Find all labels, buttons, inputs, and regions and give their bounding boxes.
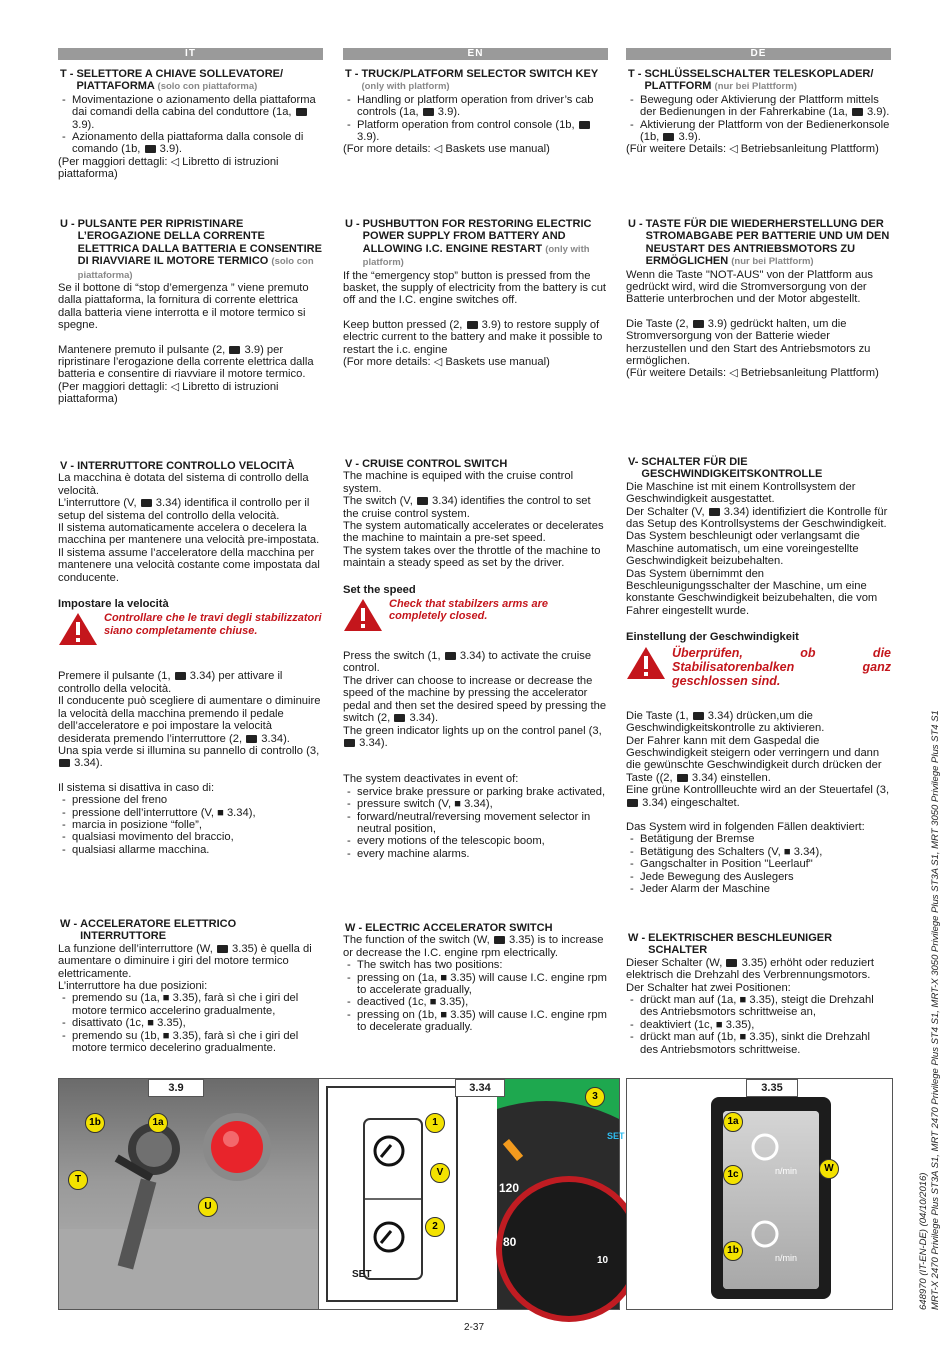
figure-label-3-34: 3.34 [455,1079,505,1097]
paragraph: Il conducente può scegliere di aumentare o diminuire la velocità della macchina premendo il pedale dell’acceleratore e poi impostare la velocità desiderata premendo l’interruttore (2, 3.34). [58,695,321,745]
section-u-de [626,218,891,380]
callout-u: U [198,1197,218,1217]
book-icon [579,121,590,129]
book-icon [175,672,186,680]
list-item: - Movimentazione o azionamento della piattaforma dai comandi della cabina del conduttore (1a, 3.9). [58,94,323,131]
paragraph: Dieser Schalter (W, 3.35) erhöht oder reduziert elektrisch die Drehzahl des Verbrennungsmotors. [626,956,875,982]
book-icon [423,108,434,116]
list-item: - marcia in posizione “folle”, [58,819,323,831]
paragraph: Il sistema si disattiva in caso di: [58,781,215,794]
more-details: (Per maggiori dettagli: ◁ Libretto di istruzioni piattaforma) [58,380,279,406]
list-item: - Jeder Alarm der Maschine [626,883,891,895]
book-icon [445,652,456,660]
figure-label-3-9: 3.9 [148,1079,204,1097]
arrow-icon: ◁ [729,143,738,156]
book-icon [709,508,720,516]
column-it [58,48,323,1055]
warning-triangle-icon [626,646,666,680]
book-icon [693,712,704,720]
list-item: - disattivato (1c, ■ 3.35), [58,1017,323,1029]
book-icon [217,945,228,953]
warning-triangle-icon [343,598,383,632]
figure-label-3-35: 3.35 [746,1079,798,1097]
list-item: - Aktivierung der Plattform von der Bedienerkonsole (1b, 3.9). [626,119,891,144]
paragraph: If the “emergency stop” button is pressed from the basket, the supply of electricity from the battery is cut off and the I.C. engine switches off. [343,269,607,307]
list-item: - premendo su (1a, ■ 3.35), farà sì che i giri del motore termico accelerino gradualmente, [58,992,323,1017]
book-icon [677,774,688,782]
gauge-label-80: 80 [503,1235,517,1249]
paragraph: Die Taste (2, 3.9) gedrückt halten, um die Stromversorgung von der Batterie wieder herzustellen und den Start des Antriebsmotors zu ermöglichen. [626,317,871,368]
book-icon [417,497,428,505]
lang-bar-it: IT [58,48,323,60]
paragraph: Das System wird in folgenden Fällen deaktiviert: [626,820,865,833]
callout-w: W [819,1159,839,1179]
unit-label-down: n/min [775,1253,798,1263]
arrow-icon: ◁ [729,367,738,380]
paragraph: Il sistema assume l’acceleratore della macchina per mantenere una velocità costante come impostata dal conducente. [58,546,320,584]
callout-t: T [68,1170,88,1190]
list-w [343,959,608,1033]
book-icon [296,108,307,116]
book-icon [394,714,405,722]
heading-w: W - ELECTRIC ACCELERATOR SWITCH [345,922,553,934]
set-label: SET [352,1269,372,1280]
list-item: - premendo su (1b, ■ 3.35), farà sì che i giri del motore termico decelerino gradualmente. [58,1030,323,1055]
section-v-en [343,458,608,860]
list-item: - pressing on (1a, ■ 3.35) will cause I.C. engine rpm to accelerate gradually, [343,972,608,997]
section-w-de [626,932,891,1056]
section-t-de [626,68,891,156]
paragraph: The function of the switch (W, 3.35) is to increase or decrease the I.C. engine rpm electrically. [343,934,604,959]
more-details: (For more details: ◁ Baskets use manual) [343,356,550,369]
paragraph: The machine is equiped with the cruise control system. [343,470,574,495]
list-item: - service brake pressure or parking brake activated, [343,786,608,798]
list-item: - every machine alarms. [343,848,608,860]
paragraph: Eine grüne Kontrollleuchte wird an der Steuertafel (3, 3.34) eingeschaltet. [626,784,890,809]
list-item: - Betätigung der Bremse [626,833,891,845]
paragraph: The driver can choose to increase or decrease the speed of the machine by pressing the accelerator pedal and then set the desired speed by pressing the switch (2, 3.34). [343,674,607,725]
callout-3: 3 [585,1087,605,1107]
book-icon [141,499,152,507]
subheading: Einstellung der Geschwindigkeit [626,631,799,644]
model-list: MRT-X 2470 Privilege Plus ST3A S1, MRT 2470 Privilege Plus ST4 S1, MRT-X 3050 Privilege Plus ST3A S1, MRT 3050 Privilege Plus ST4 S1 [930,710,941,1310]
paragraph: The system automatically accelerates or decelerates the machine to maintain a pre-set speed. [343,520,604,545]
callout-1a: 1a [148,1113,168,1133]
book-icon [726,959,737,967]
paragraph: Se il bottone di “stop d’emergenza ” viene premuto dalla piattaforma, la fornitura di corrente elettrica dalla batteria viene interrotta e il motore termico si spegne. [58,282,309,332]
list-item: - pressione del freno [58,794,323,806]
paragraph: Der Schalter (V, 3.34) identifiziert die Kontrolle für das Setup des Kontrollsystems der Geschwindigkeit. [626,505,888,531]
paragraph: Der Fahrer kann mit dem Gaspedal die Geschwindigkeit steigern oder verringern und dann die gewünschte Geschwindigkeit durch drücken der Taste ((2, 3.34) einstellen. [626,734,882,784]
callout-1b: 1b [85,1113,105,1133]
warning-triangle-icon [58,612,98,646]
unit-label-up: n/min [775,1166,798,1176]
list-item: - qualsiasi allarme macchina. [58,844,323,856]
warning-box: Überprüfen, ob die Stabilisatorenbalken ganz geschlossen sind. [626,646,891,688]
list-v [343,786,608,860]
paragraph: The green indicator lights up on the control panel (3, 3.34). [343,724,602,749]
book-icon [229,346,240,354]
book-icon [59,759,70,767]
paragraph: Die Maschine ist mit einem Kontrollsystem der Geschwindigkeit ausgestattet. [626,480,856,506]
callout-v: V [430,1163,450,1183]
arrow-icon: ◁ [433,356,443,369]
warning-box: Check that stabilzers arms are completely closed. [343,598,608,632]
list-item: - pressure switch (V, ■ 3.34), [343,798,608,810]
book-icon [663,133,674,141]
list-item: - qualsiasi movimento del braccio, [58,831,323,843]
paragraph: L’interruttore (V, 3.34) identifica il controllo per il setup del sistema del controllo della velocità. [58,497,310,522]
subheading: Set the speed [343,583,416,596]
paragraph: The switch (V, 3.34) identifies the control to set the cruise control system. [343,495,591,520]
more-details: (Für weitere Details: ◁ Betriebsanleitung Plattform) [626,367,879,380]
more-details: (For more details: ◁ Baskets use manual) [343,143,550,156]
book-icon [145,145,156,153]
accelerator-switch-photo [627,1079,892,1309]
list-v [626,833,891,895]
callout-1a: 1a [723,1112,743,1132]
paragraph: The system deactivates in event of: [343,773,519,786]
heading-v: V - INTERRUTTORE CONTROLLO VELOCITÀ [60,460,295,472]
more-details: (Per maggiori dettagli: ◁ Libretto di istruzioni piattaforma) [58,155,279,181]
list-item: - deactived (1c, ■ 3.35), [343,996,608,1008]
list-item: - Bewegung oder Aktivierung der Plattform mittels der Bedienungen in der Fahrerkabine (1a, 3.9). [626,94,891,119]
paragraph: L’interruttore ha due posizioni: [58,980,208,993]
heading-t: T - SCHLÜSSELSCHALTER TELESKOPLADER/ PLATTFORM (nur bei Plattform) [628,68,874,93]
paragraph: Premere il pulsante (1, 3.34) per attivare il controllo della velocità. [58,670,283,695]
section-v-de [626,456,891,895]
set-indicator-label: SET [607,1131,625,1141]
book-icon [693,320,704,328]
heading-u: U - PULSANTE PER RIPRISTINARE L’EROGAZIONE DELLA CORRENTE ELETTRICA DALLA BATTERIA E CONSENTIRE DI RIAVVIARE IL MOTORE TERMICO (solo con piattaforma) [60,218,322,281]
paragraph: Der Schalter hat zwei Positionen: [626,981,791,994]
paragraph: La macchina è dotata del sistema di controllo della velocità. [58,472,309,497]
callout-2: 2 [425,1217,445,1237]
warning-box: Controllare che le travi degli stabilizzatori siano completamente chiuse. [58,612,323,646]
subheading: Impostare la velocità [58,598,169,611]
more-details: (Für weitere Details: ◁ Betriebsanleitung Plattform) [626,143,879,156]
gauge-label-120: 120 [499,1181,520,1195]
column-en [343,48,608,1034]
section-t-en [343,68,608,156]
page-number: 2-37 [464,1322,485,1333]
column-de [626,48,891,1056]
heading-v: V- SCHALTER FÜR DIE GESCHWINDIGKEITSKONTROLLE [628,456,823,481]
paragraph: Wenn die Taste "NOT-AUS" von der Plattform aus gedrückt wird, wird die Stromversorgung von der Batterie unterbrochen und der Motor abgestellt. [626,268,873,306]
section-t-it [58,68,323,181]
list-item: - drückt man auf (1a, ■ 3.35), steigt die Drehzahl des Antriebsmotors schrittweise an, [626,994,891,1019]
list-t [58,94,323,156]
heading-w: W - ELEKTRISCHER BESCHLEUNIGER SCHALTER [628,932,833,957]
heading-t: T - TRUCK/PLATFORM SELECTOR SWITCH KEY (only with platform) [345,68,599,93]
list-w [58,992,323,1054]
list-w [626,994,891,1056]
paragraph: Keep button pressed (2, 3.9) to restore supply of electric current to the battery and make it possible to restart the i.c. engine [343,318,603,356]
paragraph: Das System übernimmt den Beschleunigungsschalter der Maschine, um eine konstante Geschwindigkeit beizubehalten, die vom Fahrer eingestellt wurde. [626,567,878,617]
lang-bar-en: EN [343,48,608,60]
list-item: - deaktiviert (1c, ■ 3.35), [626,1019,891,1031]
list-item: - Betätigung des Schalters (V, ■ 3.34), [626,846,891,858]
list-item: - Jede Bewegung des Auslegers [626,871,891,883]
section-u-it [58,218,323,406]
section-v-it [58,460,323,856]
section-w-it [58,918,323,1054]
list-t [626,94,891,144]
paragraph: Das System beschleunigt oder verlangsamt die Maschine automatisch, um eine voreingestellte Geschwindigkeit beizubehalten. [626,530,860,568]
callout-1b: 1b [723,1241,743,1261]
paragraph: Il sistema automaticamente accelera o decelera la macchina per mantenere una velocità pre-impostata. [58,522,320,547]
section-u-en [343,218,608,368]
section-w-en [343,922,608,1034]
list-item: - Handling or platform operation from driver’s cab controls (1a, 3.9). [343,94,608,119]
list-item: - every motions of the telescopic boom, [343,835,608,847]
arrow-icon: ◁ [433,143,443,156]
heading-u: U - PUSHBUTTON FOR RESTORING ELECTRIC POWER SUPPLY FROM BATTERY AND ALLOWING I.C. ENGINE RESTART (only with platform) [345,218,592,269]
book-icon [344,739,355,747]
heading-t: T - SELETTORE A CHIAVE SOLLEVATORE/ PIATTAFORMA (solo con piattaforma) [60,68,284,93]
book-icon [852,108,863,116]
list-item: - Azionamento della piattaforma dalla console di comando (1b, 3.9). [58,131,323,156]
list-item: - pressing on (1b, ■ 3.35) will cause I.C. engine rpm to decelerate gradually. [343,1009,608,1034]
list-item: - The switch has two positions: [343,959,608,971]
list-item: - forward/neutral/reversing movement selector in neutral position, [343,811,608,836]
heading-v: V - CRUISE CONTROL SWITCH [345,458,508,470]
paragraph: La funzione dell’interruttore (W, 3.35) è quella di aumentare o diminuire i giri del motore termico elettricamente. [58,942,312,980]
arrow-icon: ◁ [170,380,180,393]
paragraph: Die Taste (1, 3.34) drücken,um die Geschwindigkeitskontrolle zu aktivieren. [626,709,825,735]
list-item: - drückt man auf (1b, ■ 3.35), sinkt die Drehzahl des Antriebsmotors schrittweise. [626,1031,891,1056]
heading-w: W - ACCELERATORE ELETTRICO INTERRUTTORE [60,918,237,943]
book-icon [494,936,505,944]
list-item: - pressione dell’interruttore (V, ■ 3.34), [58,807,323,819]
paragraph: Una spia verde si illumina su pannello di controllo (3, 3.34). [58,744,320,770]
arrow-icon: ◁ [170,155,180,168]
book-icon [627,799,638,807]
paragraph: Mantenere premuto il pulsante (2, 3.9) per ripristinare l’erogazione della corrente elettrica dalla batteria e consentire di riavviare il motore termico. [58,343,314,381]
gauge-label-10: 10 [597,1255,609,1266]
paragraph: The system takes over the throttle of the machine to maintain a steady speed as set by the driver. [343,544,601,570]
heading-u: U - TASTE FÜR DIE WIEDERHERSTELLUNG DER STROMABGABE PER BATTERIE UND UM DEN NEUSTART DES ANTRIEBSMOTORS ZU ERMÖGLICHEN (nur bei Plattform) [628,218,890,268]
paragraph: Press the switch (1, 3.34) to activate the cruise control. [343,650,592,675]
figure-3-35 [626,1078,893,1310]
doc-code: 648970 (IT-EN-DE) (04/10/2016) [918,1172,929,1310]
book-icon [246,735,257,743]
list-t [343,94,608,144]
lang-bar-de: DE [626,48,891,60]
callout-1: 1 [425,1113,445,1133]
figure-3-34 [318,1078,625,1310]
callout-1c: 1c [723,1165,743,1185]
list-item: - Platform operation from control console (1b, 3.9). [343,119,608,144]
list-item: - Gangschalter in Position "Leerlauf" [626,858,891,870]
book-icon [467,321,478,329]
list-v [58,794,323,856]
